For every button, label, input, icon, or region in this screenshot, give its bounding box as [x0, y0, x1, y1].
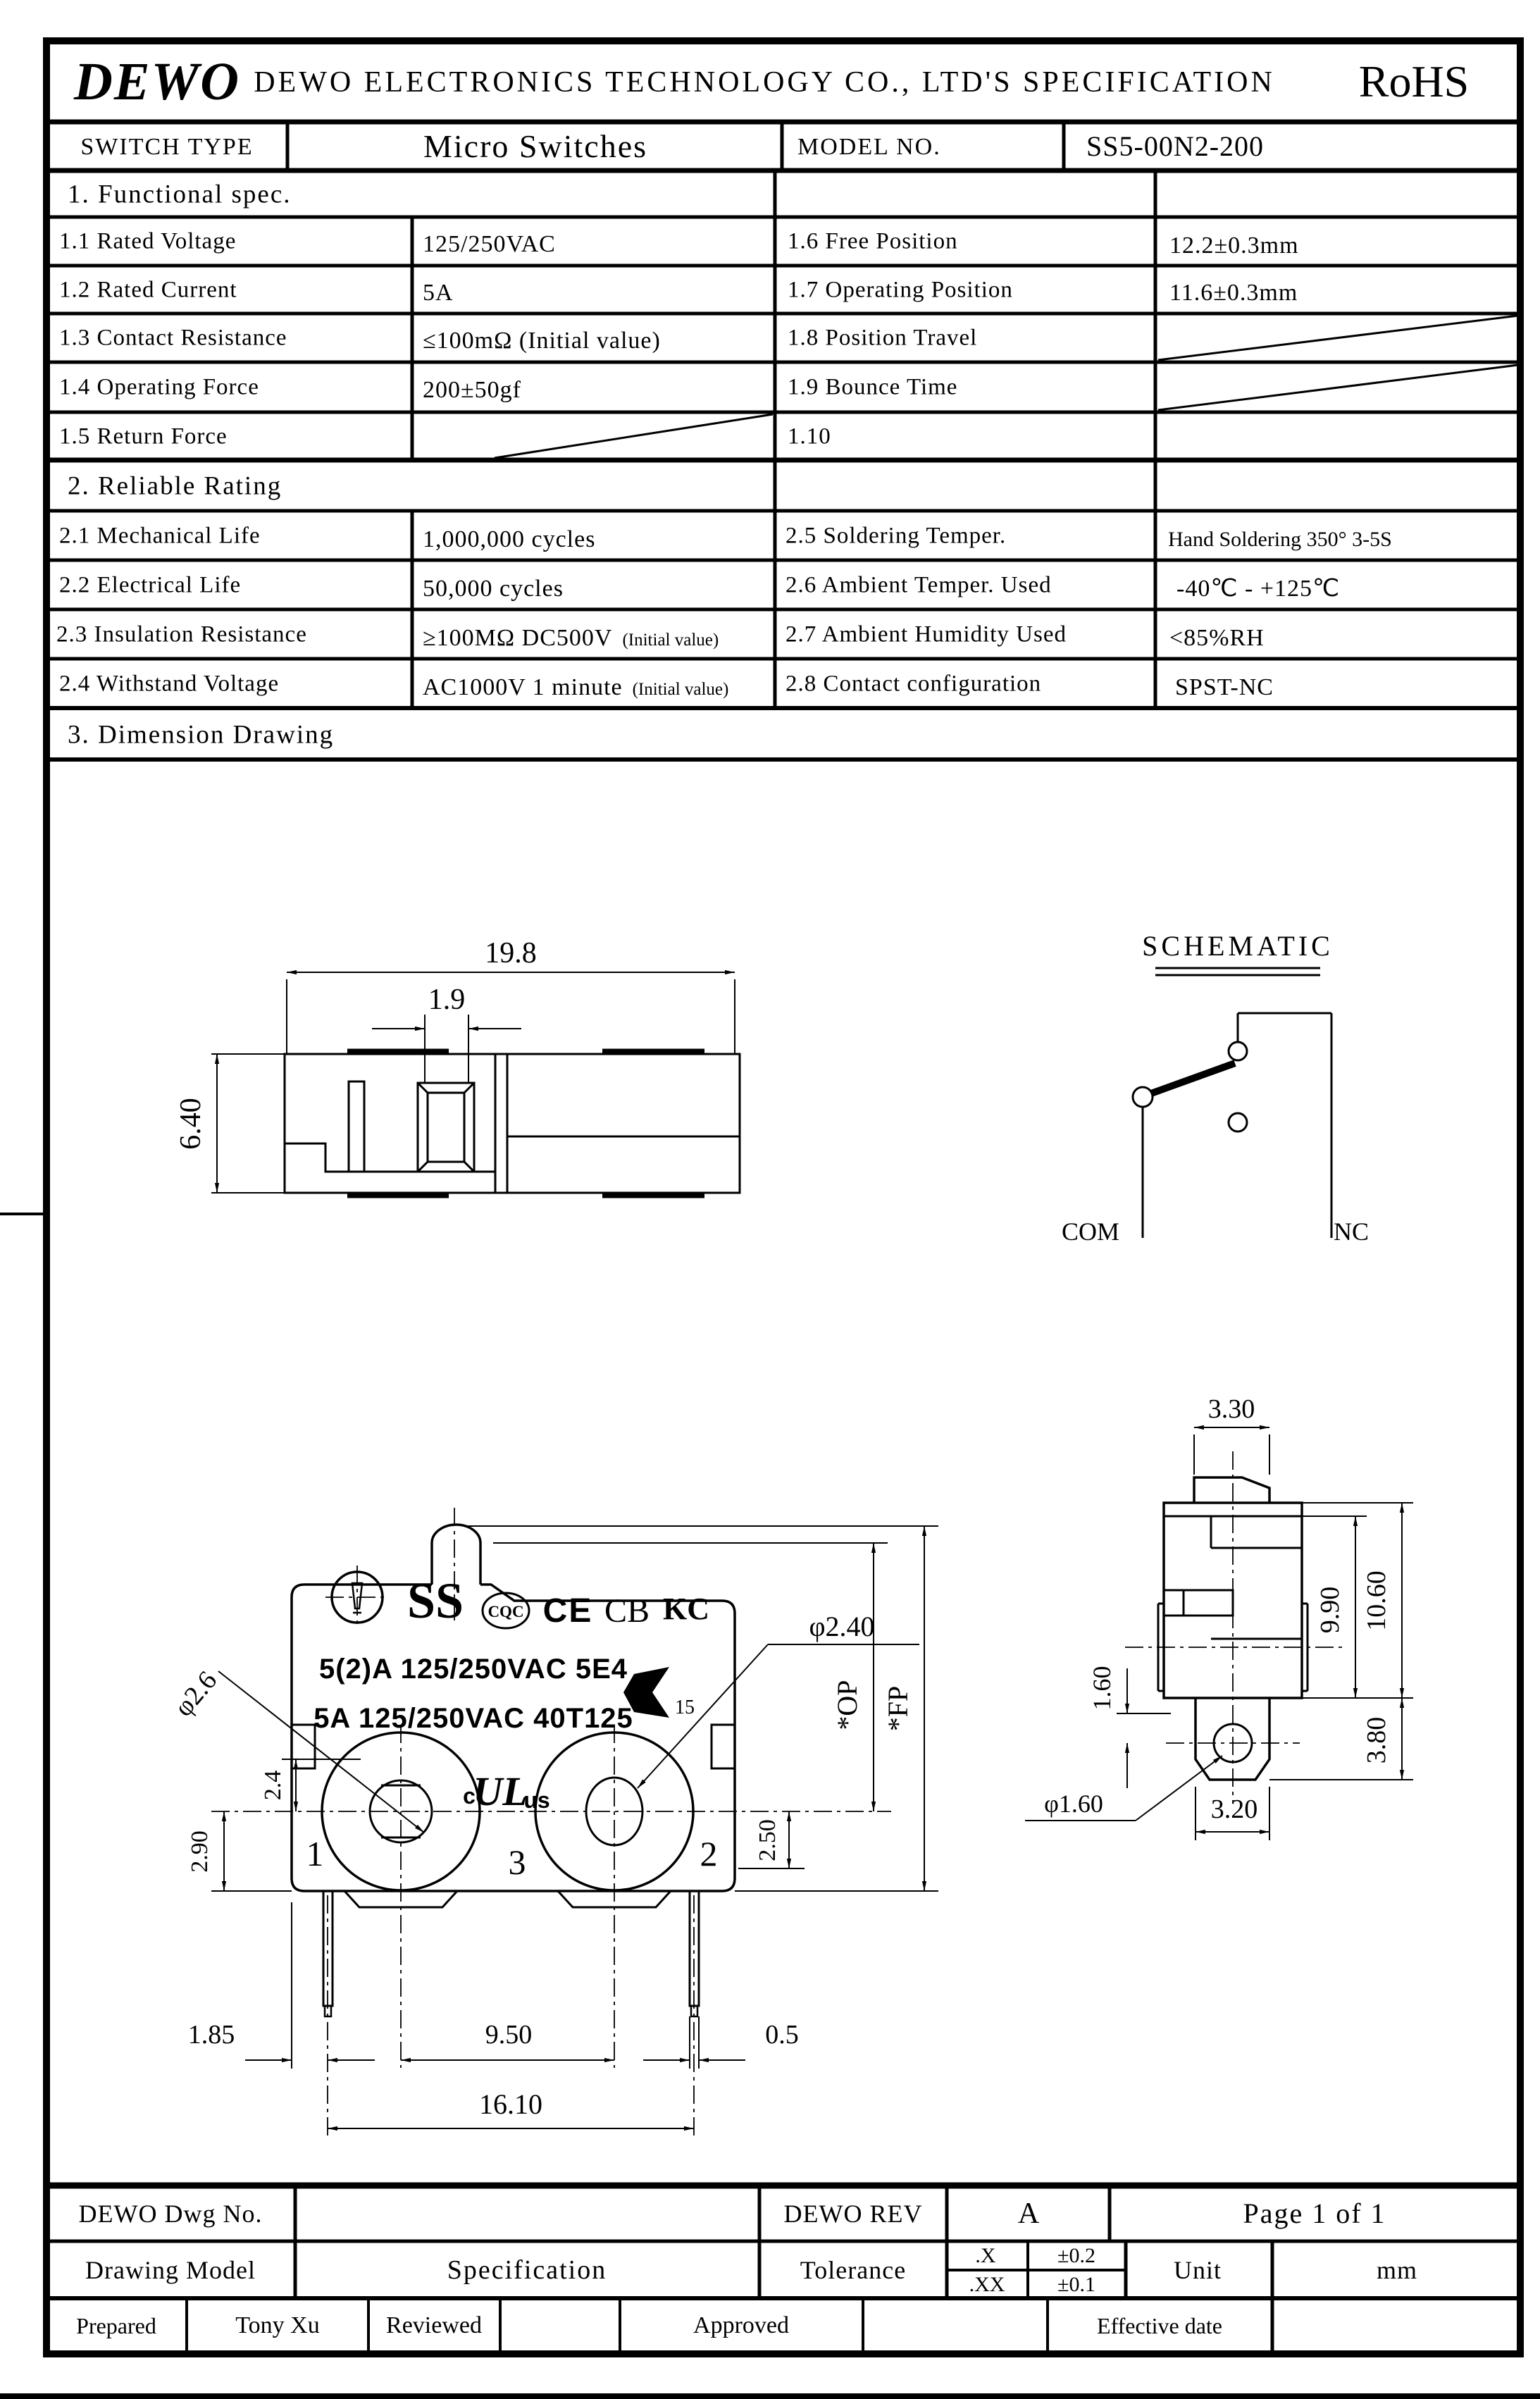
scan-edge: [0, 2393, 1540, 2399]
spec-label: 2.8 Contact configuration: [785, 671, 1042, 697]
dim-phi-2-40: φ2.40: [809, 1611, 875, 1642]
unit-value: mm: [1376, 2256, 1418, 2284]
company-title: DEWO ELECTRONICS TECHNOLOGY CO., LTD'S SPECIFICATION: [254, 66, 1275, 99]
dim-fp: *FP: [882, 1685, 914, 1732]
dim-3-20: 3.20: [1210, 1794, 1258, 1824]
spec-value: <85%RH: [1169, 625, 1265, 651]
dim-0-5: 0.5: [765, 2020, 799, 2050]
dim-1-85: 1.85: [187, 2020, 235, 2050]
dim-6-40: 6.40: [175, 1098, 207, 1150]
schematic-com-label: COM: [1061, 1217, 1120, 1246]
dim-9-50: 9.50: [485, 2020, 533, 2050]
spec-value: 50,000 cycles: [423, 576, 564, 602]
schematic-nc-label: NC: [1333, 1217, 1370, 1246]
reviewed-label: Reviewed: [386, 2312, 482, 2338]
terminal-1: 1: [306, 1834, 324, 1873]
spec-value-note: (Initial value): [632, 680, 729, 699]
section-functional-spec: 1. Functional spec.: [68, 180, 292, 209]
marking-cqc: CQC: [488, 1603, 524, 1620]
switch-type-value: Micro Switches: [423, 128, 648, 164]
spec-value: Hand Soldering 350° 3-5S: [1168, 528, 1392, 551]
dim-1-9: 1.9: [428, 984, 466, 1016]
rev-value: A: [1017, 2197, 1040, 2230]
schematic-title: SCHEMATIC: [1142, 930, 1334, 962]
section-reliable-rating: 2. Reliable Rating: [68, 471, 282, 501]
model-no-value: SS5-00N2-200: [1086, 130, 1265, 162]
dim-phi-1-60: φ1.60: [1044, 1790, 1103, 1818]
marking-ce: CE: [542, 1592, 593, 1630]
spec-value: SPST-NC: [1175, 674, 1274, 700]
spec-label: 1.8 Position Travel: [788, 325, 978, 351]
terminal-2: 2: [700, 1834, 718, 1873]
marking-rating-line3: 5A 125/250VAC 40T125: [313, 1703, 633, 1734]
tolerance-x-label: .X: [975, 2244, 996, 2267]
spec-value-main: AC1000V 1 minute: [423, 674, 623, 700]
spec-label: 1.1 Rated Voltage: [59, 228, 237, 254]
rohs-badge: RoHS: [1358, 56, 1470, 106]
spec-value: 200±50gf: [423, 377, 521, 403]
spec-value: 12.2±0.3mm: [1169, 233, 1299, 259]
spec-value: 125/250VAC: [423, 231, 556, 257]
side-view-drawing: [1025, 1394, 1413, 1840]
dewo-logo: DEWO: [74, 52, 241, 111]
spec-label: 2.4 Withstand Voltage: [59, 671, 280, 697]
spec-label: 2.2 Electrical Life: [59, 572, 242, 598]
dim-3-80: 3.80: [1362, 1716, 1391, 1764]
spec-value: -40℃ - +125℃: [1176, 576, 1341, 602]
spec-label: 2.1 Mechanical Life: [59, 523, 261, 549]
spec-value: 5A: [423, 280, 454, 306]
spec-label: 2.6 Ambient Temper. Used: [785, 572, 1052, 598]
spec-label: 2.7 Ambient Humidity Used: [785, 621, 1067, 647]
spec-value: [423, 676, 728, 700]
spec-value-main: ≥100MΩ DC500V: [423, 625, 613, 651]
marking-rating-line2: 5(2)A 125/250VAC 5E4: [318, 1654, 628, 1685]
model-no-label: MODEL NO.: [797, 134, 941, 160]
spec-label: 1.5 Return Force: [59, 423, 228, 450]
approved-label: Approved: [693, 2312, 789, 2338]
spec-value-note: (Initial value): [622, 631, 719, 650]
marking-ul: UL: [473, 1768, 528, 1814]
spec-label: 1.9 Bounce Time: [788, 374, 958, 400]
spec-label: 1.2 Rated Current: [59, 277, 237, 303]
dim-1-60: 1.60: [1088, 1666, 1116, 1711]
effective-date-label: Effective date: [1097, 2313, 1222, 2338]
front-view-drawing: [168, 1508, 938, 2136]
dim-19-8: 19.8: [485, 937, 537, 969]
tolerance-xx-value: ±0.1: [1057, 2273, 1095, 2296]
spec-value: ≤100mΩ (Initial value): [423, 328, 661, 354]
marking-cb: CB: [604, 1592, 650, 1630]
dim-phi-2-6: φ2.6: [168, 1666, 223, 1723]
spec-label: 1.10: [788, 423, 831, 450]
drawing-model-label: Drawing Model: [85, 2256, 256, 2284]
dim-2-50: 2.50: [755, 1819, 781, 1861]
dim-9-90: 9.90: [1315, 1586, 1345, 1634]
dim-2-4: 2.4: [260, 1770, 286, 1801]
spec-label: 1.4 Operating Force: [59, 374, 259, 400]
rev-label: DEWO REV: [783, 2200, 923, 2228]
tolerance-label: Tolerance: [800, 2256, 907, 2284]
spec-value: 1,000,000 cycles: [423, 526, 596, 552]
dim-10-60: 10.60: [1362, 1570, 1391, 1631]
drawing-model-value: Specification: [447, 2255, 607, 2285]
tolerance-xx-label: .XX: [969, 2273, 1005, 2296]
terminal-3: 3: [508, 1842, 526, 1882]
marking-ul-c: c: [463, 1783, 476, 1809]
dwg-no-label: DEWO Dwg No.: [78, 2200, 263, 2228]
marking-ul-us: us: [523, 1787, 550, 1813]
prepared-label: Prepared: [76, 2313, 156, 2338]
marking-kc: KC: [663, 1592, 709, 1626]
spec-label: 1.3 Contact Resistance: [59, 325, 287, 351]
marking-ss: SS: [406, 1573, 464, 1629]
spec-label: 1.6 Free Position: [788, 228, 958, 254]
tolerance-x-value: ±0.2: [1057, 2244, 1095, 2267]
schematic-drawing: [1062, 930, 1369, 1246]
section-dimension-drawing: 3. Dimension Drawing: [68, 720, 335, 750]
marking-enec-num: 15: [675, 1697, 695, 1718]
dim-2-90: 2.90: [187, 1830, 213, 1873]
spec-label: 2.5 Soldering Temper.: [785, 523, 1007, 549]
switch-type-label: SWITCH TYPE: [80, 134, 254, 160]
spec-value: 11.6±0.3mm: [1169, 280, 1298, 306]
spec-label: 1.7 Operating Position: [788, 277, 1013, 303]
dim-op: *OP: [831, 1680, 863, 1730]
unit-label: Unit: [1173, 2256, 1222, 2284]
prepared-value: Tony Xu: [235, 2312, 320, 2338]
spec-value: [423, 626, 719, 650]
top-view-drawing: [175, 937, 740, 1196]
spec-label: 2.3 Insulation Resistance: [56, 621, 307, 647]
dim-3-30: 3.30: [1207, 1394, 1255, 1424]
page-indicator: Page 1 of 1: [1243, 2197, 1386, 2229]
dim-16-10: 16.10: [479, 2088, 542, 2120]
